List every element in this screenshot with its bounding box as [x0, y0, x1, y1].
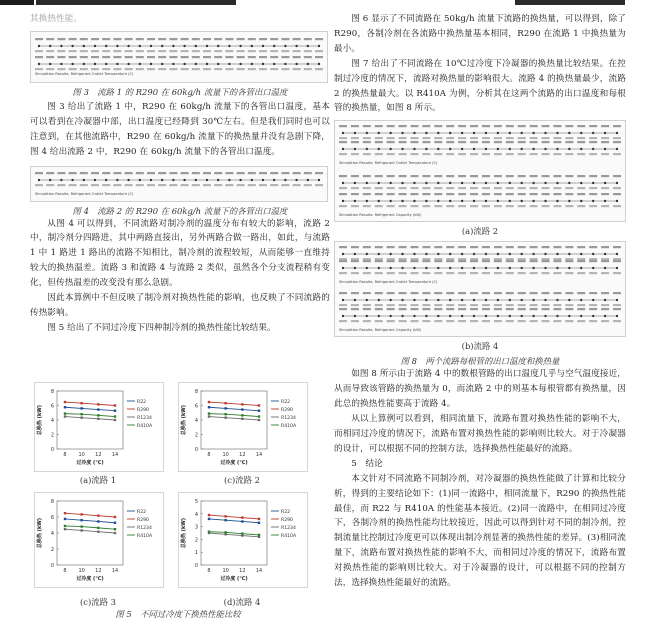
x-tick-label: 10: [78, 452, 85, 458]
series-point: [208, 412, 210, 414]
series-point: [97, 418, 99, 420]
y-tick-label: 6: [50, 403, 54, 410]
x-tick-label: 8: [207, 568, 211, 574]
figure-8b-sim-capacity: Simulation Results: Refrigerant Capacity (kW): [339, 328, 422, 333]
y-axis-label: 总换热 (kW): [181, 404, 187, 436]
right-paragraph-4: 从以上算例可以看到，相同流量下，流路布置对换热性能的影响不大，而相同过冷度的情况下，流路布置对换热性能的影响则比较大。对于冷凝器的设计，可以根据不同的控制方法，选择换热性能最好的流路。: [334, 414, 626, 454]
figure-8b-strips: [335, 242, 625, 336]
series-point: [208, 406, 210, 408]
fig3-row-1: [35, 38, 323, 52]
series-point: [64, 525, 66, 527]
series-point: [80, 529, 82, 531]
series-line: [65, 414, 115, 417]
series-point: [208, 415, 210, 417]
series-line: [65, 417, 115, 420]
series-point: [114, 522, 116, 524]
y-tick-label: 2: [194, 537, 198, 544]
x-tick-label: 12: [95, 568, 102, 574]
y-tick-label: 8: [50, 499, 54, 505]
figure-5a-chart: [35, 383, 163, 471]
y-tick-label: 4: [50, 418, 54, 424]
y-tick-label: 2: [194, 432, 198, 439]
right-paragraph-1: 图 6 显示了不同流路在 50kg/h 流量下流路的换热量，可以得到，除了 R290，各制冷剂在各流路中换热量基本相同，R290 在流路 1 中换热量为最小。: [334, 14, 626, 54]
legend-entry: R410A: [137, 424, 153, 429]
series-point: [258, 534, 260, 536]
series-line: [209, 402, 259, 405]
legend-entry: R1234: [137, 416, 152, 421]
figure-8b-subcaption: (b)流路 4: [461, 341, 499, 352]
legend-entry: R1234: [281, 416, 296, 421]
header-bar: [0, 0, 654, 7]
series-point: [224, 413, 226, 415]
series-line: [65, 402, 115, 405]
series-point: [258, 518, 260, 520]
series-point: [258, 410, 260, 412]
left-top-text: 其换热性能。: [30, 14, 83, 24]
y-tick-label: 5: [194, 499, 198, 505]
series-point: [224, 519, 226, 521]
legend-entry: R290: [281, 518, 293, 523]
series-point: [208, 514, 210, 516]
series-line: [65, 529, 115, 533]
right-paragraph-5: 本文针对不同流路不同制冷剂，对冷凝器的换热性能做了计算和比较分析，得到的主要结论如下：(1)同一流路中，相同流量下，R290 的换热性能最佳，而 R22 与 R410A 的性能基本接近。(2)同一流路中，在相同过冷度下，各制冷剂的换热性能均比较接近，因此可以得到针对不同的制冷剂，控制流量比控制过冷度更可以体现出制冷剂显著的换热性能的差异。(3)相同流量下，流路布置对换热性能的影响不大，而相同过冷度的情况下，流路布置对换热性能的影响则比较大。对于冷凝器的设计，可以根据不同的控制方法，选择换热性能最好的流路。: [334, 473, 626, 589]
series-point: [258, 419, 260, 421]
x-tick-label: 14: [255, 452, 263, 458]
legend-entry: R22: [281, 510, 291, 515]
figure-5c-subcaption: (c)流路 3: [80, 597, 116, 607]
series-line: [65, 513, 115, 517]
series-point: [114, 516, 116, 518]
series-point: [258, 404, 260, 406]
x-tick-label: 12: [239, 568, 246, 574]
series-point: [208, 518, 210, 520]
y-tick-label: 6: [194, 403, 198, 410]
series-point: [241, 414, 243, 416]
fig3-row-2: [35, 56, 323, 70]
y-tick-label: 1: [194, 550, 198, 557]
figure-8a-sim-capacity: Simulation Results: Refrigerant Capacity (kW): [339, 213, 422, 218]
series-point: [97, 414, 99, 416]
header-journal-band: [36, 0, 236, 5]
y-tick-label: 4: [194, 511, 198, 518]
figure-5c-chart: [35, 493, 163, 587]
figure-5c-plot: [34, 492, 164, 588]
series-point: [64, 415, 66, 417]
series-point: [224, 407, 226, 409]
left-paragraph-4: 图 5 给出了不同过冷度下四种制冷剂的换热性能比较结果。: [47, 322, 276, 333]
series-point: [258, 522, 260, 524]
x-tick-label: 10: [78, 568, 85, 574]
series-point: [64, 512, 66, 514]
series-line: [65, 526, 115, 529]
series-line: [209, 519, 259, 523]
series-point: [114, 528, 116, 530]
fig4-row-1: [35, 172, 323, 186]
left-column: [30, 12, 330, 336]
y-tick-label: 8: [194, 389, 198, 395]
series-point: [224, 515, 226, 517]
legend-entry: R410A: [281, 534, 297, 539]
figure-5a-plot: [34, 382, 164, 472]
figure-5b-subcaption: (c)流路 2: [224, 475, 260, 485]
series-point: [241, 532, 243, 534]
y-tick-label: 0: [194, 447, 198, 453]
figure-3-caption: 图 3 流路 1 的 R290 在 60kg/h 流量下的各管出口温度: [72, 86, 288, 97]
y-tick-label: 8: [50, 389, 54, 395]
right-column: [334, 12, 626, 591]
series-point: [241, 520, 243, 522]
fig8a-cap-row-2: [339, 193, 621, 207]
y-axis-label: 总换热 (kW): [37, 517, 43, 549]
series-point: [114, 419, 116, 421]
legend-entry: R290: [281, 408, 293, 413]
header-block-left: [0, 0, 34, 5]
series-point: [97, 531, 99, 533]
series-point: [80, 407, 82, 409]
y-axis-label: 总换热 (kW): [37, 404, 43, 436]
series-point: [224, 402, 226, 404]
series-point: [114, 415, 116, 417]
series-point: [241, 408, 243, 410]
legend-entry: R290: [137, 408, 149, 413]
fig8a-temp-row-2: [339, 141, 621, 155]
series-point: [224, 531, 226, 533]
y-tick-label: 2: [50, 547, 54, 553]
x-tick-label: 8: [63, 452, 67, 458]
series-line: [209, 515, 259, 519]
figure-8a-panel: [334, 120, 626, 222]
x-axis-label: 过冷度 (℃): [76, 460, 104, 466]
series-line: [209, 407, 259, 410]
figure-8a-strips: [335, 121, 625, 221]
figure-3-strip: [30, 31, 328, 83]
figure-4-strip: [30, 166, 328, 202]
series-point: [208, 531, 210, 533]
figure-8a-sim-temp: Simulation Results: Refrigerant Outlet Temperature (C): [339, 161, 438, 166]
series-point: [241, 418, 243, 420]
header-block-right: [515, 0, 625, 5]
series-point: [80, 402, 82, 404]
series-line: [209, 533, 259, 537]
legend-entry: R290: [137, 518, 149, 523]
figure-8b-panel: [334, 241, 626, 337]
legend-entry: R22: [281, 400, 291, 405]
x-axis-label: 过冷度 (℃): [220, 460, 248, 466]
figure-5d-subcaption: (d)流路 4: [223, 597, 261, 607]
series-point: [80, 525, 82, 527]
x-axis-label: 过冷度 (℃): [76, 576, 104, 582]
figure-5a-subcaption: (a)流路 1: [79, 475, 117, 485]
figure-8-caption: 图 8 两个流路每根管的出口温度和换热量: [400, 356, 560, 367]
series-point: [80, 519, 82, 521]
series-point: [224, 416, 226, 418]
x-tick-label: 10: [222, 452, 229, 458]
series-point: [114, 532, 116, 534]
series-point: [97, 515, 99, 517]
figure-5-caption: 图 5 不同过冷度下换热性能比较: [115, 609, 241, 619]
figure-5b-plot: [178, 382, 308, 472]
fig8b-cap-row-2: [339, 308, 621, 322]
series-point: [80, 413, 82, 415]
fig8a-temp-row-1: [339, 125, 621, 139]
section-heading-conclusion: 5 结论: [351, 458, 383, 469]
series-point: [208, 401, 210, 403]
left-paragraph-3: 因此本算例中不但反映了制冷剂对换热性能的影响，也反映了不同流路的传热影响。: [30, 293, 330, 318]
x-axis-label: 过冷度 (℃): [220, 576, 248, 582]
y-tick-label: 4: [50, 531, 54, 537]
series-point: [97, 520, 99, 522]
series-line: [209, 414, 259, 417]
y-tick-label: 2: [50, 432, 54, 439]
x-tick-label: 14: [111, 452, 119, 458]
series-point: [114, 410, 116, 412]
y-tick-label: 6: [50, 515, 54, 521]
series-line: [65, 519, 115, 523]
left-paragraph-1: 图 3 给出了流路 1 中，R290 在 60kg/h 流量下的各管出口温度，基本可以看到在冷凝器中部，出口温度已经降到 30℃左右。但是我们同时也可以注意到，在其他流路中，R290 在 60kg/h 流量下的换热量并没有急剧下降，图 4 给出流路 2 中，R290 在 60kg/h 流量下的各管出口温度。: [30, 101, 330, 157]
left-paragraph-2: 从图 4 可以得到，不同流路对制冷剂的温度分布有较大的影响，流路 2 中，制冷剂分四路进，其中两路直接出，另外两路合做一路出，如此，与流路 1 中 1 路进 1 路出的流路不知相比，制冷剂的流程较短，从而能够一直维持较大的换热温差。流路 3 和流路 4 与流路 2 类似，虽然各个分支流程稍有变化，但传热温差的改变没有那么急剧。: [30, 218, 330, 289]
series-line: [209, 417, 259, 420]
x-tick-label: 12: [239, 452, 246, 458]
y-tick-label: 0: [194, 563, 198, 569]
legend-entry: R1234: [137, 526, 152, 531]
y-tick-label: 4: [194, 418, 198, 424]
legend-entry: R22: [137, 510, 147, 515]
fig8a-cap-row-1: [339, 175, 621, 189]
legend-entry: R1234: [281, 526, 296, 531]
series-point: [64, 412, 66, 414]
fig8b-cap-row-1: [339, 292, 621, 306]
series-point: [64, 518, 66, 520]
figure-8a-subcaption: (a)流路 2: [461, 226, 499, 237]
x-tick-label: 14: [255, 568, 263, 574]
legend-entry: R22: [137, 400, 147, 405]
series-point: [80, 513, 82, 515]
figure-4-sim-label: Simulation Results: Refrigerant Outlet Temperature (C): [35, 191, 134, 196]
series-line: [65, 407, 115, 410]
y-tick-label: 3: [194, 524, 198, 531]
series-point: [114, 404, 116, 406]
figure-5d-chart: [179, 493, 307, 587]
x-tick-label: 14: [111, 568, 119, 574]
series-point: [258, 415, 260, 417]
x-tick-label: 12: [95, 452, 102, 458]
figure-3-sim-label: Simulation Results: Refrigerant Outlet Temperature (C): [35, 71, 134, 76]
figure-8b-sim-temp: Simulation Results: Refrigerant Outlet Temperature (C): [339, 280, 438, 285]
fig8b-temp-row-2: [339, 260, 621, 274]
fig8b-temp-row-1: [339, 246, 621, 260]
legend-entry: R410A: [137, 534, 153, 539]
right-paragraph-2: 图 7 给出了不同流路在 10℃过冷度下冷凝器的换热量比较结果。在控制过冷度的情况下，流路对换热量的影响很大。流路 4 的换热量最少，流路 2 的换热量最大。以 R410A 为例，分析其在这两个流路的出口温度和每根管的换热量，如图 8 所示。: [334, 58, 626, 114]
series-point: [97, 527, 99, 529]
series-point: [241, 516, 243, 518]
figure-5b-chart: [179, 383, 307, 471]
series-point: [64, 528, 66, 530]
legend-entry: R410A: [281, 424, 297, 429]
x-tick-label: 10: [222, 568, 229, 574]
series-point: [80, 416, 82, 418]
y-tick-label: 0: [50, 447, 54, 453]
x-tick-label: 8: [207, 452, 211, 458]
figure-4-caption: 图 4 流路 2 的 R290 在 60kg/h 流量下的各管出口温度: [72, 205, 288, 216]
figure-5d-plot: [178, 492, 308, 588]
series-point: [97, 408, 99, 410]
series-point: [64, 401, 66, 403]
series-point: [241, 403, 243, 405]
y-axis-label: 总换热 (kW): [181, 517, 187, 549]
series-point: [97, 403, 99, 405]
y-tick-label: 0: [50, 563, 54, 569]
x-tick-label: 8: [63, 568, 67, 574]
right-paragraph-3: 如图 8 所示由于流路 4 中的数根管路的出口温度几乎与空气温度接近，从而导致该管路的换热量为 0，而流路 2 中的则基本每根管都有换热量，因此总的换热性能要高于流路 4。: [334, 369, 626, 410]
series-point: [64, 406, 66, 408]
